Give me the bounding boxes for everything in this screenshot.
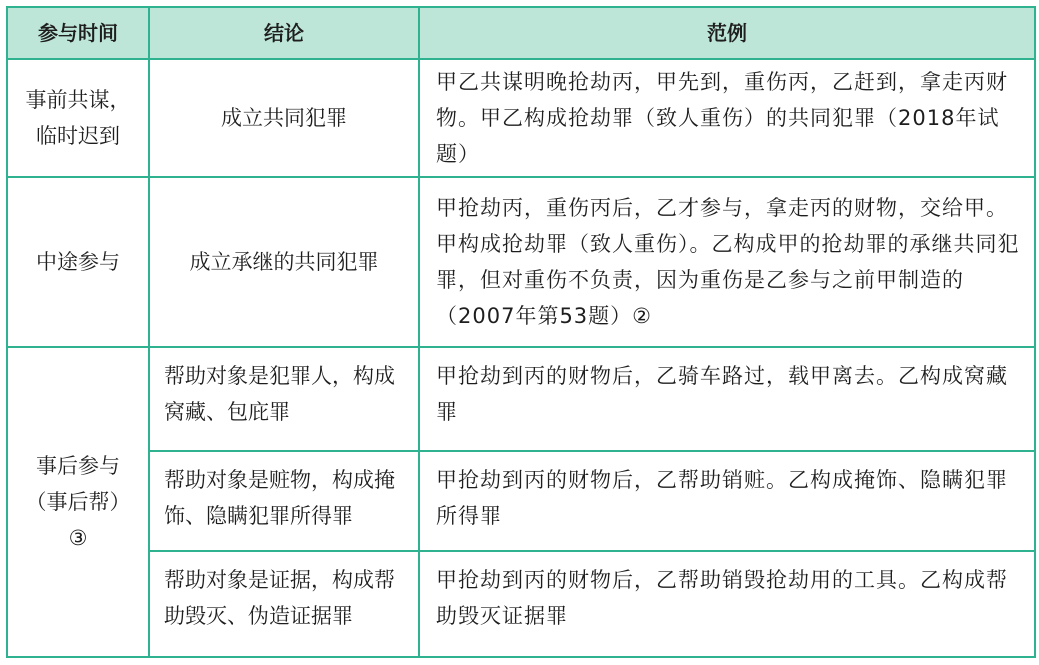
table-row: [7, 451, 1035, 551]
header-participation-time: 参与时间: [7, 7, 149, 59]
conclusion-cell: 帮助对象是赃物，构成掩饰、隐瞒犯罪所得罪: [149, 451, 419, 551]
example-cell: 甲抢劫丙，重伤丙后，乙才参与，拿走丙的财物，交给甲。甲构成抢劫罪（致人重伤）。乙构成甲的抢劫罪的承继共同犯罪，但对重伤不负责，因为重伤是乙参与之前甲制造的（2007年第53题）②: [419, 177, 1035, 347]
example-cell: 甲抢劫到丙的财物后，乙帮助销毁抢劫用的工具。乙构成帮助毁灭证据罪: [419, 551, 1035, 657]
header-example: 范例: [419, 7, 1035, 59]
header-row: [7, 7, 1035, 59]
participation-time-cell: 事后参与 （事后帮）③: [7, 347, 149, 657]
table-header: [7, 7, 1035, 59]
table-row: [7, 347, 1035, 451]
conclusion-cell: 成立共同犯罪: [149, 59, 419, 177]
table-row: [7, 59, 1035, 177]
table-row: [7, 551, 1035, 657]
example-cell: 甲抢劫到丙的财物后，乙骑车路过，载甲离去。乙构成窝藏罪: [419, 347, 1035, 451]
conclusion-cell: 成立承继的共同犯罪: [149, 177, 419, 347]
header-conclusion: 结论: [149, 7, 419, 59]
participation-table: [6, 6, 1036, 658]
example-cell: 甲乙共谋明晚抢劫丙，甲先到，重伤丙，乙赶到，拿走丙财物。甲乙构成抢劫罪（致人重伤）的共同犯罪（2018年试题）: [419, 59, 1035, 177]
participation-time-cell: 事前共谋， 临时迟到: [7, 59, 149, 177]
table-row: [7, 177, 1035, 347]
conclusion-cell: 帮助对象是证据，构成帮助毁灭、伪造证据罪: [149, 551, 419, 657]
table-body: [7, 59, 1035, 657]
example-cell: 甲抢劫到丙的财物后，乙帮助销赃。乙构成掩饰、隐瞒犯罪所得罪: [419, 451, 1035, 551]
conclusion-cell: 帮助对象是犯罪人，构成窝藏、包庇罪: [149, 347, 419, 451]
participation-time-cell: 中途参与: [7, 177, 149, 347]
